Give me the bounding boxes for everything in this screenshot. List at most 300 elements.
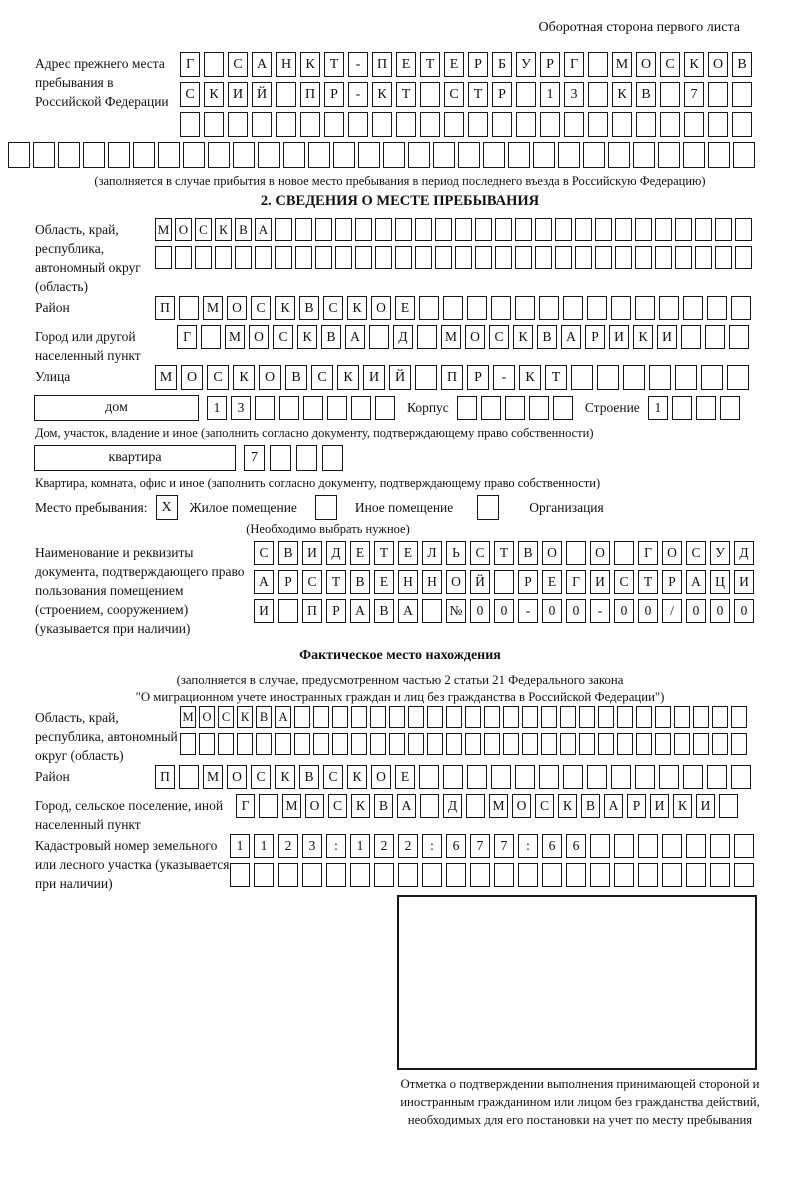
char-cell[interactable] (731, 706, 747, 728)
char-cell[interactable]: О (542, 541, 562, 565)
char-cell[interactable] (515, 765, 535, 789)
char-cell[interactable] (727, 365, 749, 390)
char-cell[interactable] (693, 733, 709, 755)
char-cell[interactable]: С (444, 82, 464, 107)
char-cell[interactable] (539, 296, 559, 320)
char-cell[interactable] (475, 218, 492, 241)
char-cell[interactable] (457, 396, 477, 420)
char-cell[interactable] (686, 834, 706, 858)
char-cell[interactable] (675, 218, 692, 241)
char-cell[interactable] (734, 834, 754, 858)
char-cell[interactable] (662, 863, 682, 887)
char-cell[interactable]: К (633, 325, 653, 349)
char-cell[interactable] (542, 863, 562, 887)
char-cell[interactable] (455, 218, 472, 241)
char-cell[interactable] (683, 765, 703, 789)
char-cell[interactable]: 3 (231, 396, 251, 420)
char-cell[interactable] (255, 246, 272, 269)
char-cell[interactable] (351, 396, 371, 420)
char-cell[interactable] (539, 765, 559, 789)
char-cell[interactable] (467, 296, 487, 320)
char-cell[interactable]: О (199, 706, 215, 728)
char-cell[interactable]: Р (324, 82, 344, 107)
char-cell[interactable] (237, 733, 253, 755)
char-cell[interactable] (358, 142, 380, 168)
char-cell[interactable] (695, 218, 712, 241)
char-cell[interactable]: Е (396, 52, 416, 77)
char-cell[interactable] (419, 765, 439, 789)
char-cell[interactable] (712, 706, 728, 728)
char-cell[interactable]: А (561, 325, 581, 349)
char-cell[interactable] (315, 218, 332, 241)
apartment-type-box[interactable]: квартира (34, 445, 236, 471)
char-cell[interactable] (252, 112, 272, 137)
char-cell[interactable] (446, 706, 462, 728)
checkbox-organization[interactable] (477, 495, 499, 520)
char-row-prev-address-3[interactable] (180, 112, 756, 137)
char-cell[interactable] (612, 112, 632, 137)
char-cell[interactable] (674, 706, 690, 728)
char-cell[interactable]: Г (566, 570, 586, 594)
char-cell[interactable]: О (227, 765, 247, 789)
char-row-region-1[interactable] (155, 218, 755, 241)
char-cell[interactable]: О (636, 52, 656, 77)
char-cell[interactable] (587, 296, 607, 320)
char-row-apartment[interactable] (244, 445, 348, 471)
char-cell[interactable]: Л (422, 541, 442, 565)
char-cell[interactable] (672, 396, 692, 420)
char-cell[interactable]: Е (350, 541, 370, 565)
char-cell[interactable]: Ц (710, 570, 730, 594)
char-cell[interactable] (575, 246, 592, 269)
char-cell[interactable]: Д (443, 794, 462, 818)
house-type-box[interactable]: дом (34, 395, 199, 421)
char-cell[interactable] (327, 396, 347, 420)
char-cell[interactable]: О (249, 325, 269, 349)
char-cell[interactable] (455, 246, 472, 269)
char-cell[interactable] (598, 706, 614, 728)
char-cell[interactable]: Т (468, 82, 488, 107)
char-cell[interactable]: И (228, 82, 248, 107)
char-cell[interactable]: В (256, 706, 272, 728)
char-cell[interactable]: Р (518, 570, 538, 594)
char-cell[interactable]: 1 (254, 834, 274, 858)
char-row-actual-region-1[interactable] (180, 706, 750, 728)
char-cell[interactable]: А (252, 52, 272, 77)
char-cell[interactable] (615, 218, 632, 241)
char-cell[interactable] (294, 733, 310, 755)
char-cell[interactable]: Т (420, 52, 440, 77)
char-cell[interactable] (655, 706, 671, 728)
char-cell[interactable] (283, 142, 305, 168)
char-cell[interactable]: Т (396, 82, 416, 107)
char-cell[interactable] (419, 296, 439, 320)
char-cell[interactable] (295, 246, 312, 269)
char-cell[interactable] (322, 445, 343, 471)
char-cell[interactable]: К (275, 296, 295, 320)
char-cell[interactable] (158, 142, 180, 168)
checkbox-other-premises[interactable] (315, 495, 337, 520)
char-cell[interactable] (395, 246, 412, 269)
char-cell[interactable]: С (207, 365, 229, 390)
char-cell[interactable]: С (251, 765, 271, 789)
char-cell[interactable] (484, 733, 500, 755)
char-cell[interactable]: О (259, 365, 281, 390)
char-cell[interactable] (597, 365, 619, 390)
char-cell[interactable]: Е (444, 52, 464, 77)
char-row-actual-district[interactable] (155, 765, 755, 789)
char-cell[interactable]: С (273, 325, 293, 349)
char-cell[interactable] (415, 365, 437, 390)
char-cell[interactable] (636, 112, 656, 137)
char-cell[interactable] (435, 246, 452, 269)
char-cell[interactable]: П (441, 365, 463, 390)
char-cell[interactable] (279, 396, 299, 420)
char-cell[interactable] (575, 218, 592, 241)
char-cell[interactable] (635, 765, 655, 789)
char-cell[interactable] (598, 733, 614, 755)
char-cell[interactable] (355, 246, 372, 269)
char-cell[interactable]: О (175, 218, 192, 241)
char-cell[interactable]: Р (627, 794, 646, 818)
char-row-document-1[interactable] (254, 541, 758, 565)
char-cell[interactable]: М (180, 706, 196, 728)
char-cell[interactable]: Г (177, 325, 197, 349)
char-cell[interactable] (710, 863, 730, 887)
char-cell[interactable]: - (518, 599, 538, 623)
char-cell[interactable] (686, 863, 706, 887)
char-cell[interactable] (522, 733, 538, 755)
char-cell[interactable]: О (590, 541, 610, 565)
char-cell[interactable]: В (350, 570, 370, 594)
char-cell[interactable]: Д (393, 325, 413, 349)
char-cell[interactable]: С (180, 82, 200, 107)
char-cell[interactable] (351, 733, 367, 755)
char-cell[interactable] (731, 296, 751, 320)
char-cell[interactable]: / (662, 599, 682, 623)
char-cell[interactable] (494, 863, 514, 887)
char-cell[interactable] (715, 218, 732, 241)
char-cell[interactable] (495, 246, 512, 269)
char-cell[interactable]: А (345, 325, 365, 349)
char-cell[interactable]: О (181, 365, 203, 390)
char-cell[interactable] (712, 733, 728, 755)
char-cell[interactable] (335, 218, 352, 241)
char-cell[interactable] (303, 396, 323, 420)
char-cell[interactable]: О (371, 296, 391, 320)
char-cell[interactable] (235, 246, 252, 269)
char-cell[interactable] (133, 142, 155, 168)
char-cell[interactable]: И (363, 365, 385, 390)
char-cell[interactable]: К (300, 52, 320, 77)
char-cell[interactable] (595, 218, 612, 241)
char-cell[interactable]: М (203, 765, 223, 789)
char-cell[interactable] (332, 706, 348, 728)
char-cell[interactable] (715, 246, 732, 269)
char-cell[interactable]: О (662, 541, 682, 565)
char-row-stroenie[interactable] (648, 396, 744, 420)
char-cell[interactable] (374, 863, 394, 887)
char-cell[interactable] (655, 246, 672, 269)
char-cell[interactable]: У (516, 52, 536, 77)
char-cell[interactable]: В (636, 82, 656, 107)
char-cell[interactable]: Т (374, 541, 394, 565)
char-cell[interactable] (324, 112, 344, 137)
char-cell[interactable] (729, 325, 749, 349)
char-cell[interactable]: 7 (244, 445, 265, 471)
char-cell[interactable] (649, 365, 671, 390)
char-cell[interactable]: : (422, 834, 442, 858)
char-cell[interactable] (675, 246, 692, 269)
char-cell[interactable] (332, 733, 348, 755)
char-cell[interactable] (564, 112, 584, 137)
char-cell[interactable] (466, 794, 485, 818)
char-cell[interactable] (468, 112, 488, 137)
char-cell[interactable]: М (282, 794, 301, 818)
char-cell[interactable] (732, 82, 752, 107)
char-cell[interactable] (608, 142, 630, 168)
char-cell[interactable] (408, 733, 424, 755)
char-cell[interactable]: Е (398, 541, 418, 565)
char-row-cadastral-2[interactable] (230, 863, 758, 887)
char-cell[interactable] (675, 365, 697, 390)
char-cell[interactable] (180, 112, 200, 137)
char-cell[interactable]: Г (236, 794, 255, 818)
char-cell[interactable]: 3 (302, 834, 322, 858)
char-cell[interactable]: 1 (207, 396, 227, 420)
char-cell[interactable]: А (686, 570, 706, 594)
char-cell[interactable] (308, 142, 330, 168)
char-cell[interactable] (588, 52, 608, 77)
char-cell[interactable]: В (732, 52, 752, 77)
char-cell[interactable] (446, 863, 466, 887)
char-cell[interactable]: В (299, 296, 319, 320)
char-cell[interactable] (295, 218, 312, 241)
char-cell[interactable] (278, 599, 298, 623)
char-row-actual-region-2[interactable] (180, 733, 750, 755)
char-cell[interactable]: В (321, 325, 341, 349)
char-cell[interactable] (467, 765, 487, 789)
char-cell[interactable] (275, 218, 292, 241)
char-cell[interactable] (355, 218, 372, 241)
char-cell[interactable] (553, 396, 573, 420)
char-cell[interactable] (446, 733, 462, 755)
char-cell[interactable] (259, 794, 278, 818)
char-cell[interactable]: : (518, 834, 538, 858)
char-cell[interactable]: Р (468, 52, 488, 77)
char-cell[interactable] (638, 834, 658, 858)
char-cell[interactable] (315, 246, 332, 269)
char-cell[interactable]: 0 (614, 599, 634, 623)
char-row-prev-address-2[interactable] (180, 82, 756, 107)
char-cell[interactable]: О (446, 570, 466, 594)
char-cell[interactable] (587, 765, 607, 789)
char-cell[interactable]: А (397, 794, 416, 818)
char-cell[interactable]: А (350, 599, 370, 623)
char-cell[interactable]: К (237, 706, 253, 728)
char-cell[interactable] (335, 246, 352, 269)
char-cell[interactable] (720, 396, 740, 420)
char-cell[interactable] (579, 706, 595, 728)
char-cell[interactable] (333, 142, 355, 168)
char-cell[interactable] (614, 863, 634, 887)
char-cell[interactable]: Д (734, 541, 754, 565)
char-cell[interactable]: : (326, 834, 346, 858)
char-cell[interactable]: М (441, 325, 461, 349)
char-cell[interactable] (684, 112, 704, 137)
char-cell[interactable]: - (348, 52, 368, 77)
char-cell[interactable]: Ь (446, 541, 466, 565)
char-cell[interactable] (701, 365, 723, 390)
char-cell[interactable]: С (660, 52, 680, 77)
char-cell[interactable]: А (255, 218, 272, 241)
char-cell[interactable]: К (519, 365, 541, 390)
char-cell[interactable]: А (275, 706, 291, 728)
char-cell[interactable] (560, 733, 576, 755)
char-cell[interactable] (258, 142, 280, 168)
char-cell[interactable] (590, 834, 610, 858)
char-cell[interactable]: М (225, 325, 245, 349)
char-row-district[interactable] (155, 296, 755, 320)
char-cell[interactable] (383, 142, 405, 168)
char-cell[interactable]: К (558, 794, 577, 818)
char-cell[interactable] (179, 296, 199, 320)
char-cell[interactable]: 1 (648, 396, 668, 420)
char-cell[interactable] (733, 142, 755, 168)
char-cell[interactable] (508, 142, 530, 168)
char-cell[interactable]: 7 (684, 82, 704, 107)
char-cell[interactable]: М (155, 218, 172, 241)
char-cell[interactable] (623, 365, 645, 390)
char-cell[interactable] (427, 706, 443, 728)
char-cell[interactable] (481, 396, 501, 420)
char-cell[interactable]: Т (494, 541, 514, 565)
char-cell[interactable] (491, 296, 511, 320)
char-cell[interactable]: В (374, 794, 393, 818)
char-cell[interactable] (595, 246, 612, 269)
char-cell[interactable] (611, 765, 631, 789)
char-cell[interactable] (300, 112, 320, 137)
char-cell[interactable] (541, 706, 557, 728)
char-cell[interactable] (515, 218, 532, 241)
char-cell[interactable]: П (302, 599, 322, 623)
char-cell[interactable] (638, 863, 658, 887)
char-cell[interactable]: А (604, 794, 623, 818)
char-cell[interactable]: С (323, 296, 343, 320)
char-cell[interactable]: 0 (734, 599, 754, 623)
char-cell[interactable] (695, 246, 712, 269)
char-cell[interactable]: В (581, 794, 600, 818)
char-cell[interactable] (590, 863, 610, 887)
char-cell[interactable]: К (233, 365, 255, 390)
char-cell[interactable]: Н (398, 570, 418, 594)
char-cell[interactable] (708, 82, 728, 107)
char-cell[interactable] (731, 765, 751, 789)
char-cell[interactable]: П (372, 52, 392, 77)
char-cell[interactable]: О (305, 794, 324, 818)
char-cell[interactable] (563, 765, 583, 789)
char-cell[interactable]: Р (662, 570, 682, 594)
char-cell[interactable] (313, 733, 329, 755)
char-cell[interactable]: П (300, 82, 320, 107)
char-row-korpus[interactable] (457, 396, 577, 420)
char-cell[interactable]: - (348, 82, 368, 107)
char-cell[interactable] (617, 733, 633, 755)
char-cell[interactable] (633, 142, 655, 168)
char-cell[interactable]: В (235, 218, 252, 241)
char-cell[interactable]: О (465, 325, 485, 349)
char-cell[interactable] (708, 142, 730, 168)
char-cell[interactable] (175, 246, 192, 269)
char-cell[interactable] (395, 218, 412, 241)
char-cell[interactable]: И (696, 794, 715, 818)
char-cell[interactable]: 6 (566, 834, 586, 858)
char-cell[interactable] (443, 765, 463, 789)
char-cell[interactable]: К (347, 765, 367, 789)
char-cell[interactable]: И (650, 794, 669, 818)
char-cell[interactable] (458, 142, 480, 168)
char-cell[interactable]: Н (276, 52, 296, 77)
char-cell[interactable] (708, 112, 728, 137)
char-cell[interactable] (155, 246, 172, 269)
char-cell[interactable] (516, 82, 536, 107)
char-cell[interactable] (505, 396, 525, 420)
char-cell[interactable]: 2 (278, 834, 298, 858)
char-cell[interactable]: И (590, 570, 610, 594)
char-cell[interactable] (681, 325, 701, 349)
char-cell[interactable] (683, 296, 703, 320)
char-cell[interactable]: М (489, 794, 508, 818)
char-cell[interactable] (275, 246, 292, 269)
char-cell[interactable] (535, 246, 552, 269)
char-cell[interactable] (735, 246, 752, 269)
char-cell[interactable]: С (195, 218, 212, 241)
char-cell[interactable] (659, 296, 679, 320)
char-cell[interactable]: В (537, 325, 557, 349)
char-row-prev-address-4[interactable] (8, 142, 792, 168)
char-cell[interactable] (389, 733, 405, 755)
char-cell[interactable] (635, 246, 652, 269)
char-cell[interactable] (655, 218, 672, 241)
char-cell[interactable]: С (218, 706, 234, 728)
char-cell[interactable]: В (299, 765, 319, 789)
char-cell[interactable] (218, 733, 234, 755)
char-cell[interactable] (483, 142, 505, 168)
char-cell[interactable] (636, 733, 652, 755)
char-cell[interactable] (635, 296, 655, 320)
char-cell[interactable] (588, 82, 608, 107)
char-cell[interactable] (195, 246, 212, 269)
char-cell[interactable]: С (614, 570, 634, 594)
char-cell[interactable] (583, 142, 605, 168)
char-cell[interactable]: С (251, 296, 271, 320)
char-cell[interactable]: О (708, 52, 728, 77)
char-cell[interactable] (465, 706, 481, 728)
char-cell[interactable]: В (285, 365, 307, 390)
char-cell[interactable]: Р (492, 82, 512, 107)
char-cell[interactable]: Е (374, 570, 394, 594)
char-cell[interactable] (735, 218, 752, 241)
char-row-prev-address-1[interactable] (180, 52, 756, 77)
char-cell[interactable] (375, 396, 395, 420)
char-cell[interactable]: Е (395, 765, 415, 789)
char-cell[interactable] (372, 112, 392, 137)
char-cell[interactable]: М (612, 52, 632, 77)
char-cell[interactable]: 3 (564, 82, 584, 107)
char-row-document-2[interactable] (254, 570, 758, 594)
char-cell[interactable] (276, 82, 296, 107)
char-cell[interactable]: 2 (398, 834, 418, 858)
